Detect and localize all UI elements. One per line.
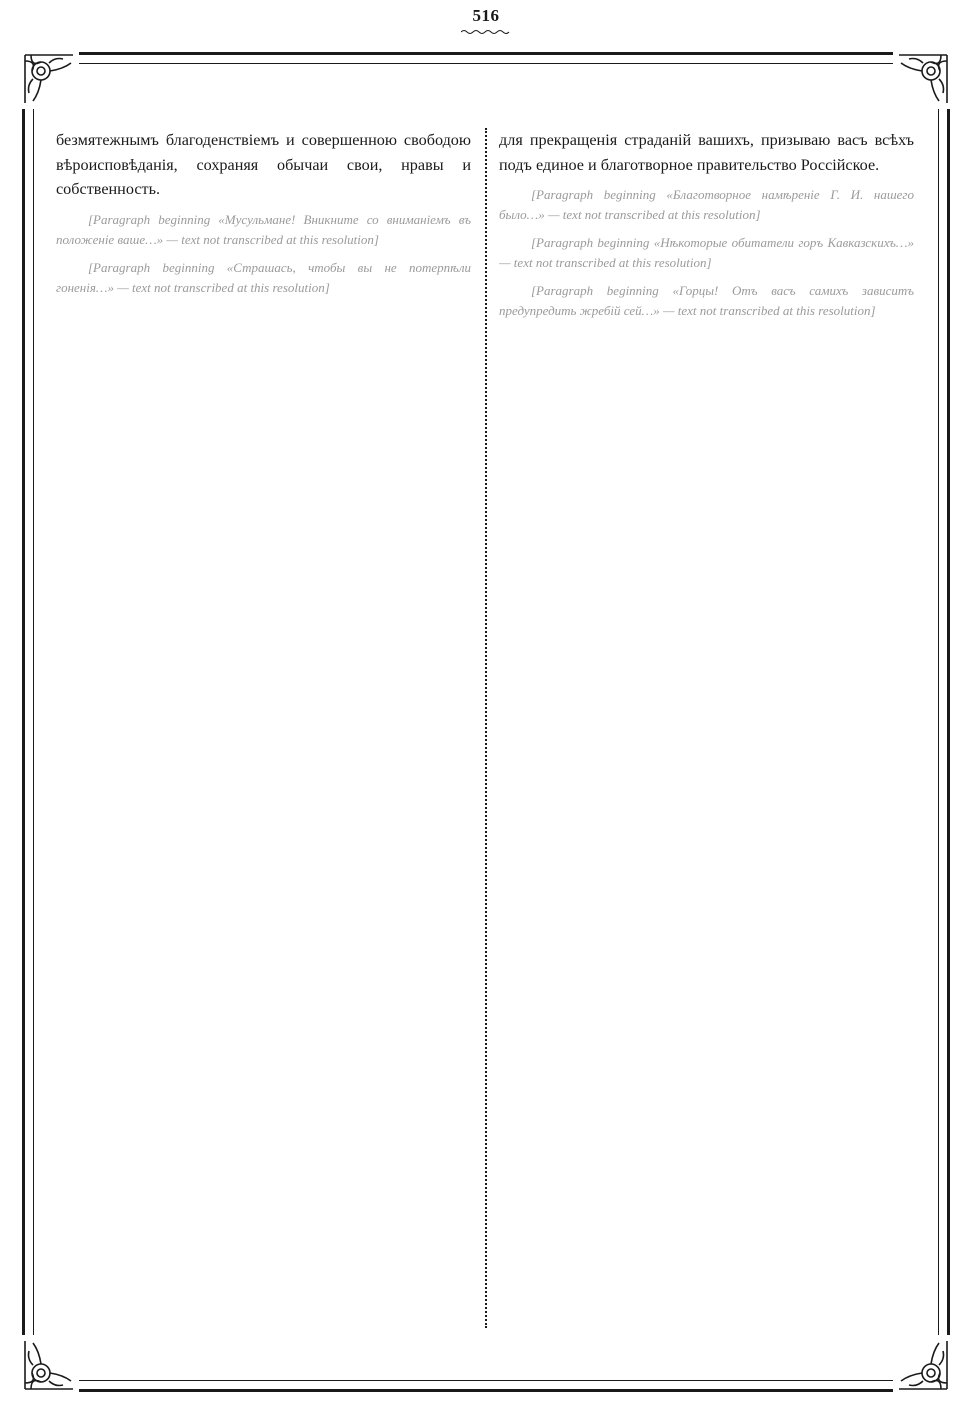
column-divider: [485, 128, 487, 1328]
paragraph: [Paragraph beginning «Благотворное намѣреніе Г. И. нашего было…» — text not transcribed at this resolution]: [499, 187, 914, 223]
paragraph: [Paragraph beginning «Мусульмане! Вникните со вниманіемъ въ положеніе ваше…» — text not transcribed at this resolution]: [56, 211, 471, 247]
left-column: [56, 128, 471, 1328]
page-number: 516: [472, 6, 500, 25]
right-column: [499, 128, 914, 1328]
wavy-rule-ornament: [461, 28, 511, 36]
corner-flourish-icon: [893, 49, 953, 109]
paragraph: для прекращенія страданій вашихъ, призываю васъ всѣхъ подъ единое и благотворное правительство Россійское.: [499, 131, 914, 174]
paragraph: [Paragraph beginning «Страшась, чтобы вы не потерпѣли гоненія…» — text not transcribed at this resolution]: [56, 259, 471, 295]
paragraph: [Paragraph beginning «Нѣкоторые обитатели горъ Кавказскихъ…» — text not transcribed at this resolution]: [499, 235, 914, 271]
corner-flourish-icon: [893, 1335, 953, 1395]
text-columns: [56, 128, 916, 1328]
corner-flourish-icon: [19, 1335, 79, 1395]
paragraph: [Paragraph beginning «Горцы! Отъ васъ самихъ зависитъ предупредить жребій сей…» — text not transcribed at this resolution]: [499, 283, 914, 319]
corner-flourish-icon: [19, 49, 79, 109]
paragraph: безмятежнымъ благоденствіемъ и совершенною свободою вѣроисповѣданія, сохраняя обычаи свои, нравы и собственность.: [56, 131, 471, 199]
